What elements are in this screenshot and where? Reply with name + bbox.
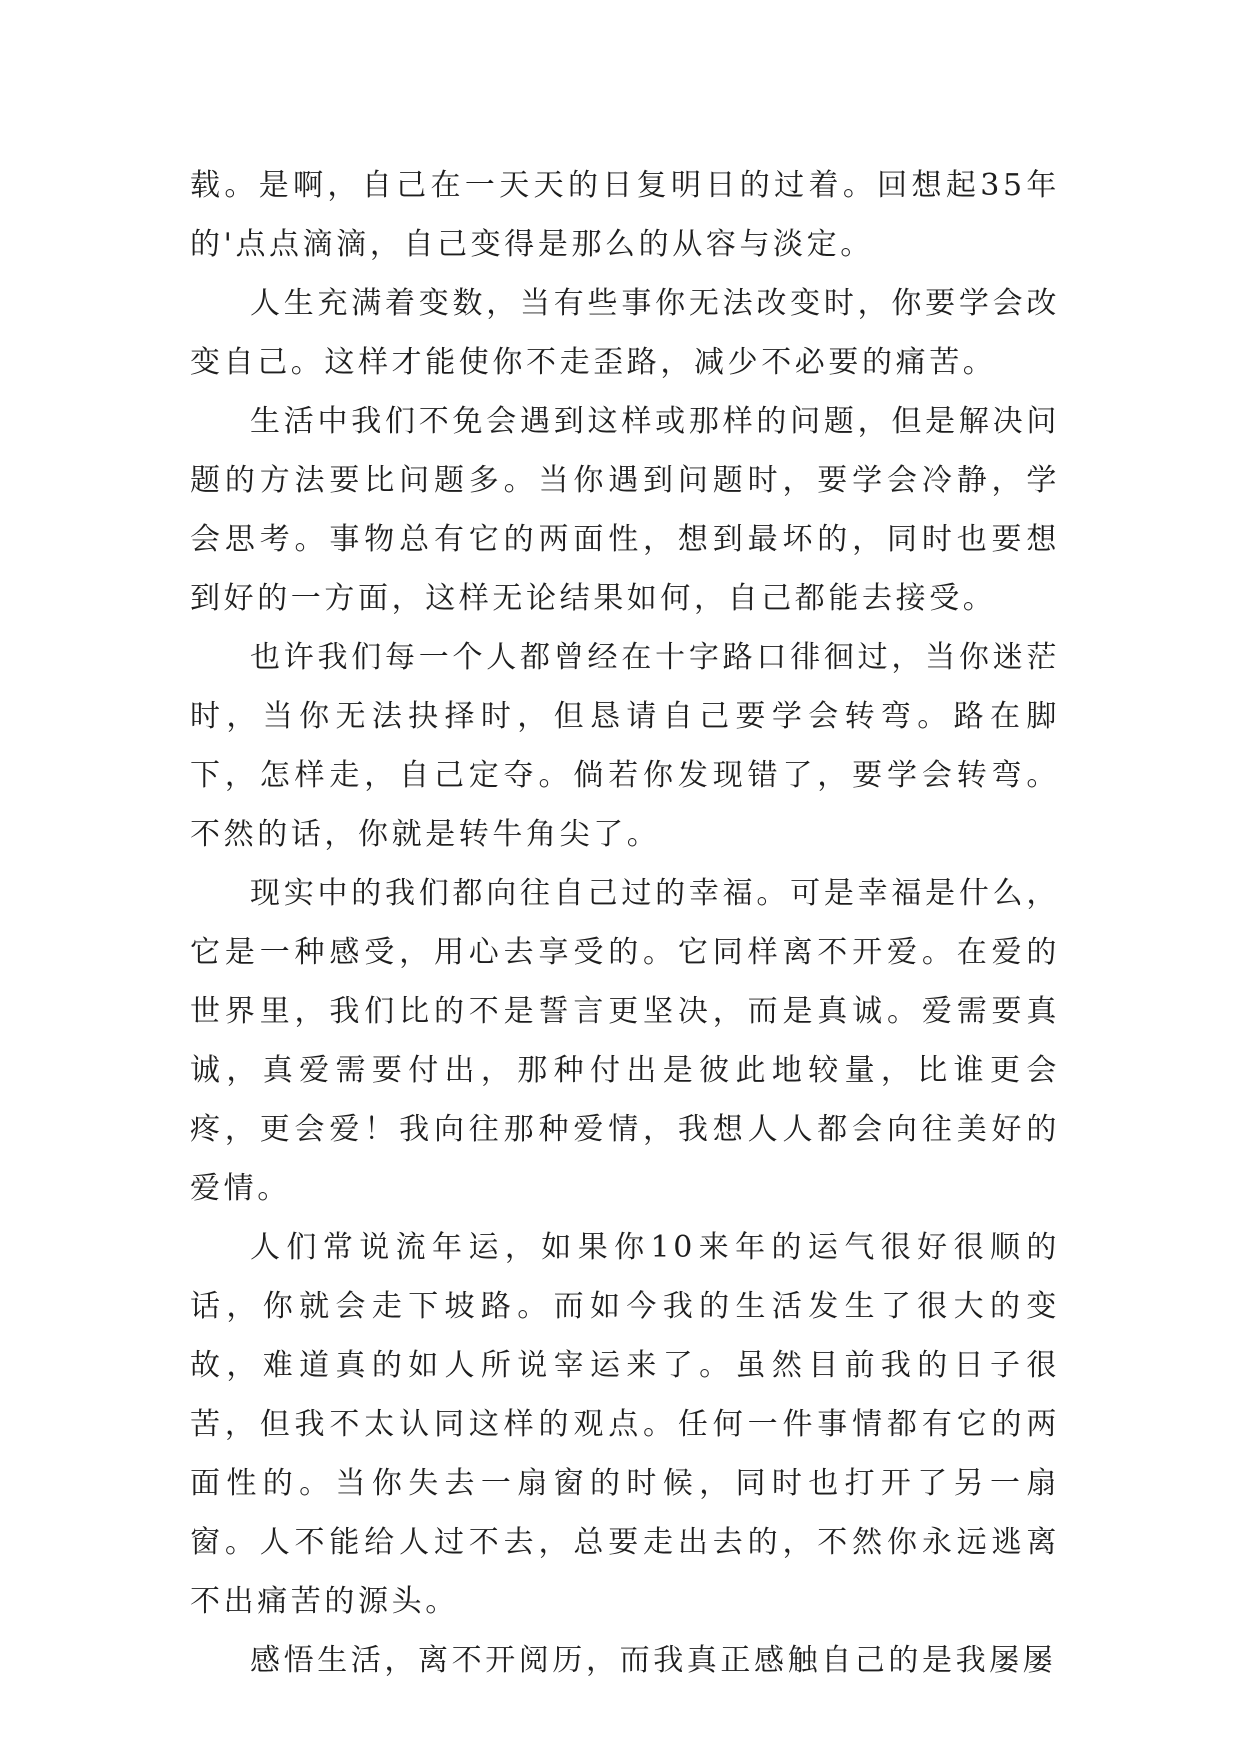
paragraph-1: 载。是啊，自己在一天天的日复明日的过着。回想起35年的'点点滴滴，自己变得是那么的从容与淡定。 bbox=[190, 168, 1060, 262]
body-text bbox=[190, 156, 1060, 1690]
paragraph-7: 感悟生活，离不开阅历，而我真正感触自己的是我屡屡 bbox=[250, 1643, 1057, 1678]
paragraph-3: 生活中我们不免会遇到这样或那样的问题，但是解决问题的方法要比问题多。当你遇到问题时，要学会冷静，学会思考。事物总有它的两面性，想到最坏的，同时也要想到好的一方面，这样无论结果如何，自己都能去接受。 bbox=[190, 404, 1060, 616]
paragraph-6: 人们常说流年运，如果你10来年的运气很好很顺的话，你就会走下坡路。而如今我的生活发生了很大的变故，难道真的如人所说宰运来了。虽然目前我的日子很苦，但我不太认同这样的观点。任何一件事情都有它的两面性的。当你失去一扇窗的时候，同时也打开了另一扇窗。人不能给人过不去，总要走出去的，不然你永远逃离不出痛苦的源头。 bbox=[190, 1230, 1060, 1619]
paragraph-2: 人生充满着变数，当有些事你无法改变时，你要学会改变自己。这样才能使你不走歪路，减少不必要的痛苦。 bbox=[190, 286, 1060, 380]
paragraph-5: 现实中的我们都向往自己过的幸福。可是幸福是什么，它是一种感受，用心去享受的。它同样离不开爱。在爱的世界里，我们比的不是誓言更坚决，而是真诚。爱需要真诚，真爱需要付出，那种付出是彼此地较量，比谁更会疼，更会爱！我向往那种爱情，我想人人都会向往美好的爱情。 bbox=[190, 876, 1060, 1206]
paragraph-4: 也许我们每一个人都曾经在十字路口徘徊过，当你迷茫时，当你无法抉择时，但恳请自己要学会转弯。路在脚下，怎样走，自己定夺。倘若你发现错了，要学会转弯。不然的话，你就是转牛角尖了。 bbox=[190, 640, 1060, 852]
